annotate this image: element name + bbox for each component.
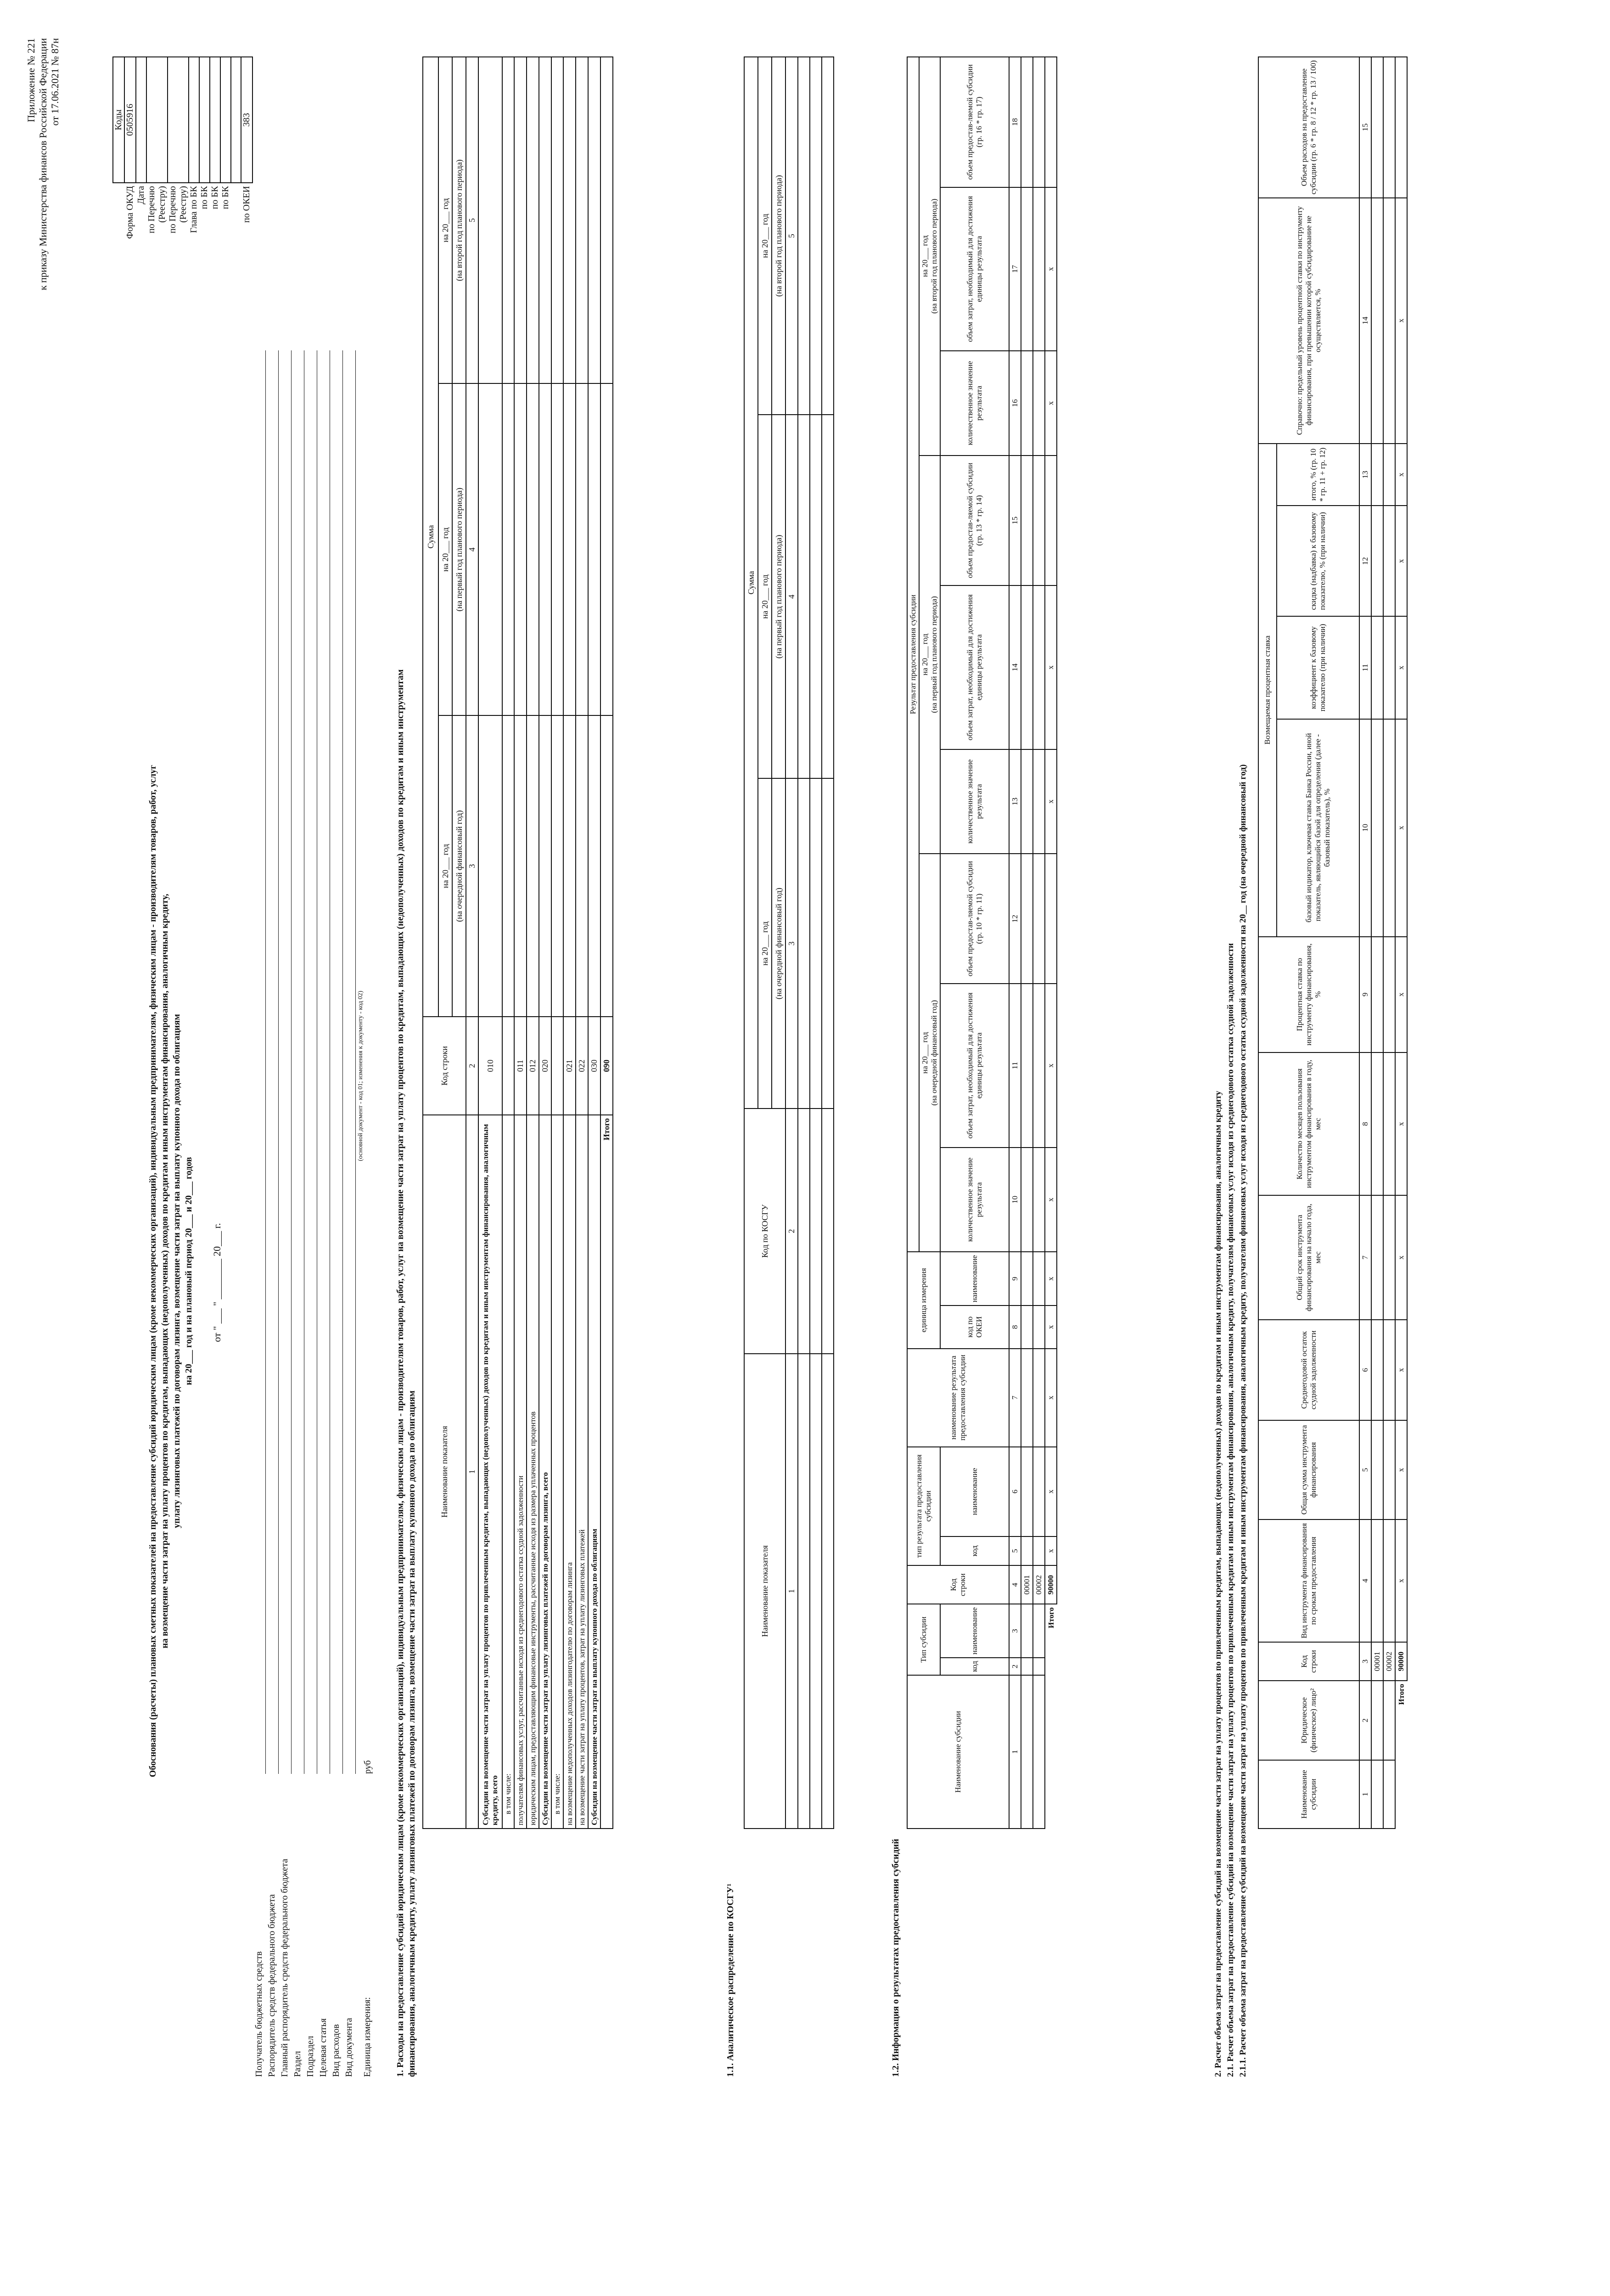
sec2-h-rate: Процентная ставка по инструменту финансирования, % <box>1258 937 1359 1052</box>
sec2-h-comp: Возмещаемая процентная ставка <box>1258 444 1277 937</box>
code-value <box>146 57 168 183</box>
x-cell: x <box>1045 351 1057 456</box>
col-num: 5 <box>1009 1536 1021 1566</box>
row-code: 022 <box>576 1017 588 1115</box>
field-manager: Распорядитель средств федерального бюджета <box>267 1894 277 2077</box>
col-num: 2 <box>785 1109 798 1354</box>
table-row-name: Субсидии на возмещение части затрат на уплату лизинговых платежей по договорам лизинга, всего <box>539 1115 551 1829</box>
sec11-table <box>744 56 834 1829</box>
code-value <box>220 57 231 183</box>
sec1-title <box>395 56 418 2077</box>
field-recipient: Получатель бюджетных средств <box>254 1951 264 2077</box>
total-code: 90000 <box>1395 1642 1407 1681</box>
field-section: Раздел <box>292 2051 303 2077</box>
col-num: 5 <box>785 57 798 415</box>
sec12-h-y2-sub: (на первый год планового периода) <box>930 596 938 713</box>
col-num: 1 <box>466 1115 478 1829</box>
field-chief-manager: Главный распорядитель средств федерального бюджета <box>280 1859 290 2077</box>
sec1-h-y3: на 20___ год <box>438 57 452 383</box>
col-num: 14 <box>1359 198 1371 444</box>
codes-table <box>112 56 253 272</box>
row-code: 012 <box>527 1017 539 1115</box>
doc-type-hint: (основной документ - код 01; изменения к документу - код 02) <box>357 990 364 1161</box>
sec12-h-vol2: объем предостав-ляемой субсидии (гр. 13 * гр. 14) <box>940 456 1009 585</box>
sec12-h-vol1: объем предостав-ляемой субсидии (гр. 10 * гр. 11) <box>940 854 1009 984</box>
sec11-h-y2: на 20___ год <box>758 415 772 778</box>
sec1-h-y1: на 20___ год <box>438 715 452 1017</box>
col-num: 13 <box>1009 749 1021 854</box>
col-num: 1 <box>785 1354 798 1829</box>
sec2-h-name: Наименование субсидии <box>1258 1760 1359 1829</box>
sec12-h-y1-sub: (на очередной финансовый год) <box>930 1000 938 1106</box>
field-unit: Единица измерения: <box>362 1997 372 2077</box>
total-label: Итого <box>1395 1681 1407 1829</box>
sec1-h-y1s: (на очередной финансовый год) <box>452 715 466 1017</box>
x-cell: x <box>1045 984 1057 1148</box>
code-label: по Перечню (Реестру) <box>146 186 167 234</box>
table-row-name: юридическим лицам, предоставляющим финансовые инструменты, рассчитанные исходя из размера уплаченных процентов <box>527 1115 539 1829</box>
sec12-h-type: Тип субсидии <box>907 1604 940 1675</box>
total-code: 90000 <box>1045 1565 1057 1604</box>
x-cell: x <box>1395 719 1407 937</box>
col-num: 11 <box>1009 984 1021 1148</box>
code-value <box>210 57 220 183</box>
document-title <box>147 364 195 2178</box>
sec11-title: 1.1. Аналитическое распределение по КОСГУ¹ <box>725 1883 735 2077</box>
col-num: 15 <box>1359 57 1371 198</box>
col-num: 9 <box>1359 937 1371 1052</box>
code-value <box>199 57 210 183</box>
col-num: 2 <box>1359 1681 1371 1760</box>
table-row-name: на возмещение части затрат на уплату процентов, затрат на уплату лизинговых платежей <box>576 1115 588 1829</box>
row-code: 021 <box>563 1017 576 1115</box>
sec1-h-y2: на 20___ год <box>438 383 452 715</box>
col-num: 8 <box>1009 1306 1021 1349</box>
row-code: 020 <box>539 1017 551 1115</box>
col-num: 10 <box>1009 1148 1021 1252</box>
x-cell: x <box>1395 616 1407 719</box>
appendix-date: от 17.06.2021 № 87н <box>49 38 61 126</box>
sec11-h-kosgu: Код по КОСГУ <box>744 1109 785 1354</box>
sec12-h-typename: наименование <box>940 1604 1009 1658</box>
title-line-2: на возмещение части затрат на уплату процентов по кредитам, выпадающих (недополученных) доходов по кредитам и иным инструментам финансирования, аналогичным кредиту, <box>160 894 170 1649</box>
appendix-number: Приложение № 221 <box>25 38 37 123</box>
field-subsection: Подраздел <box>305 2036 315 2077</box>
x-cell: x <box>1045 1306 1057 1349</box>
sec12-h-unitname: наименование <box>940 1252 1009 1306</box>
x-cell: x <box>1045 1536 1057 1566</box>
col-num: 1 <box>1359 1760 1371 1829</box>
x-cell: x <box>1045 749 1057 854</box>
sec2-h-term: Общий срок инструмента финансирования на начало года, мес <box>1258 1195 1359 1320</box>
table-row-name: в том числе: <box>502 1115 514 1829</box>
x-cell: x <box>1395 1519 1407 1642</box>
x-cell: x <box>1045 1252 1057 1306</box>
sec12-h-typecode: код <box>940 1658 1009 1675</box>
table-row-name: Субсидии на возмещение части затрат на выплату купонного дохода по облигациям <box>588 1115 600 1829</box>
sec12-h-rescode: код <box>940 1536 1009 1566</box>
x-cell: x <box>1395 444 1407 506</box>
code-label: по БК <box>199 186 209 209</box>
col-num: 6 <box>1009 1447 1021 1536</box>
sec12-h-cost2: объем затрат, необходимый для достижения единицы результата <box>940 585 1009 749</box>
row-code: 010 <box>478 1017 502 1115</box>
sec2-h-months: Количество месяцев пользования инструментом финансирования в году, мес <box>1258 1052 1359 1195</box>
sec12-h-restype: тип результата предоставления субсидии <box>907 1447 940 1566</box>
code-value <box>189 57 199 183</box>
code-label: Глава по БК <box>189 186 199 233</box>
sec2-h-row: Код строки <box>1258 1642 1359 1681</box>
row-code <box>551 1017 563 1115</box>
codes-head: Коды <box>113 57 124 183</box>
col-num: 16 <box>1009 351 1021 456</box>
sec1-h-y3s: (на второй год планового периода) <box>452 57 466 383</box>
code-value <box>136 57 146 183</box>
col-num: 5 <box>466 57 478 383</box>
sec12-h-cost1: объем затрат, необходимый для достижения единицы результата <box>940 984 1009 1148</box>
sec11-h-sum: Сумма <box>744 57 758 1109</box>
row-code: 00002 <box>1383 1642 1395 1681</box>
x-cell: x <box>1395 937 1407 1052</box>
row-code: 00002 <box>1033 1565 1045 1604</box>
sec21-title: 2.1. Расчет объема затрат на предоставление субсидий на возмещение части затрат на уплату процентов по привлеченным кредитам и иным инструментам финансирования, аналогичным кредиту, получателям финансовых услуг исходя из среднегодового остатка ссудной задолженности <box>1226 943 1235 2077</box>
row-code: 030 <box>588 1017 600 1115</box>
col-num: 1 <box>1009 1675 1021 1829</box>
x-cell: x <box>1395 1420 1407 1519</box>
title-line-1: Обоснования (расчеты) плановых сметных показателей на предоставление субсидий юридическим лицам (кроме некоммерческих организаций), индивидуальным предпринимателям, физическим лицам - производителям товаров, работ, услуг <box>148 765 158 1778</box>
sec12-h-qty1: количественное значение результата <box>940 1148 1009 1252</box>
sec2-title: 2. Расчет объема затрат на предоставление субсидий на возмещение части затрат на уплату процентов по привлеченным кредитам, выпадающих (недополученных) доходов по кредитам и иным инструментам финансирования, аналогичным кредиту <box>1213 1091 1223 2077</box>
col-num: 3 <box>1009 1604 1021 1658</box>
sec12-h-y2-year: на 20___ год <box>920 633 929 675</box>
sec11-h-y1s: (на очередной финансовый год) <box>772 778 785 1109</box>
sec12-h-y1 <box>919 854 940 1252</box>
sec12-title: 1.2. Информация о результатах предоставления субсидий <box>891 1839 901 2077</box>
title-line-4: на 20___ год и на плановый период 20___ и 20___ годов <box>184 1157 194 1385</box>
total-code: 090 <box>600 1017 613 1115</box>
x-cell: x <box>1395 506 1407 616</box>
col-num: 3 <box>1359 1642 1371 1681</box>
col-num: 14 <box>1009 585 1021 749</box>
sec2-h-disc: скидка (надбавка) к базовому показателю, % (при наличии) <box>1277 506 1359 616</box>
code-value <box>168 57 189 183</box>
sec1-title-2: финансирования, аналогичным кредиту, уплату лизинговых платежей по договорам лизинга, возмещение части затрат на выплату купонного дохода по облигациям <box>407 1390 417 2077</box>
col-num: 10 <box>1359 719 1371 937</box>
total-label: Итого <box>1045 1604 1057 1829</box>
x-cell: x <box>1395 1195 1407 1320</box>
sec1-table <box>422 56 613 1829</box>
x-cell: x <box>1395 1052 1407 1195</box>
sec12-h-result: Результат предоставления субсидии <box>907 57 919 1252</box>
sec12-h-name: Наименование субсидии <box>907 1675 1009 1829</box>
sec12-h-y1-year: на 20___ год <box>920 1032 929 1074</box>
col-num: 4 <box>466 383 478 715</box>
appendix-order: к приказу Министерства финансов Российской Федерации <box>37 38 49 291</box>
col-num: 17 <box>1009 187 1021 351</box>
sec12-h-qty2: количественное значение результата <box>940 749 1009 854</box>
sec12-h-y3-year: на 20___ год <box>920 235 929 277</box>
sec2-h-vol: Объем расходов на предоставление субсидии (гр. 6 * гр. 8 / 12 * гр. 13 / 100) <box>1258 57 1359 198</box>
col-num: 7 <box>1009 1349 1021 1447</box>
sec1-h-name: Наименование показателя <box>423 1115 466 1829</box>
sec12-table <box>907 56 1057 1829</box>
row-code: 00001 <box>1371 1642 1383 1681</box>
sec2-h-itog: итого, % (гр. 10 * гр. 11 + гр. 12) <box>1277 444 1359 506</box>
sec12-h-cost3: объем затрат, необходимый для достижения единицы результата <box>940 187 1009 351</box>
col-num: 15 <box>1009 456 1021 585</box>
x-cell: x <box>1045 1447 1057 1536</box>
code-label <box>231 183 241 272</box>
code-label: по БК <box>210 186 220 209</box>
sec12-h-okei: код по ОКЕИ <box>940 1306 1009 1349</box>
sec12-h-resname: наименование результата предоставления субсидии <box>907 1349 1009 1447</box>
row-code: 00001 <box>1021 1565 1033 1604</box>
sec12-h-y3-sub: (на второй год планового периода) <box>930 198 938 314</box>
total-label: Итого <box>600 1115 613 1829</box>
title-line-3: уплату лизинговых платежей по договорам лизинга, возмещение части затрат на выплату купонного дохода по облигациям <box>172 1014 182 1528</box>
sec1-h-sum: Сумма <box>423 57 438 1017</box>
field-doc-type: Вид документа <box>344 2018 354 2077</box>
col-num: 9 <box>1009 1252 1021 1306</box>
col-num: 2 <box>466 1017 478 1115</box>
col-num: 12 <box>1009 854 1021 984</box>
code-value: 0505916 <box>124 57 136 183</box>
field-expense-type: Вид расходов <box>331 2024 341 2077</box>
x-cell: x <box>1395 1320 1407 1420</box>
sec11-h-y1: на 20___ год <box>758 778 772 1109</box>
col-num: 6 <box>1359 1320 1371 1420</box>
col-num: 4 <box>785 415 798 778</box>
sec2-h-ref: Справочно: предельный уровень процентной ставки по инструменту финансирования, при превышении которой субсидирование не осуществляется, % <box>1258 198 1359 444</box>
code-value: 383 <box>241 57 252 183</box>
col-num: 8 <box>1359 1052 1371 1195</box>
x-cell: x <box>1045 1148 1057 1252</box>
sec2-h-person: Юридическое (физическое) лицо² <box>1258 1681 1359 1760</box>
code-label: Дата <box>136 186 146 204</box>
col-num: 11 <box>1359 616 1371 719</box>
x-cell: x <box>1395 198 1407 444</box>
sec11-h-y2s: (на первый год планового периода) <box>772 415 785 778</box>
sec2-titles <box>1212 56 1249 2077</box>
code-label: по БК <box>220 186 230 209</box>
table-row-name: на возмещение недополученных доходов лизингодателю по договорам лизинга <box>563 1115 576 1829</box>
sec11-h-name: Наименование показателя <box>744 1354 785 1829</box>
sec2-h-total: Общая сумма инструмента финансирования <box>1258 1420 1359 1519</box>
sec12-h-vol3: объем предостав-ляемой субсидии (гр. 16 * гр. 17) <box>940 57 1009 187</box>
code-label: Форма ОКУД <box>125 186 135 239</box>
sec211-title: 2.1.1. Расчет объема затрат на предоставление субсидий на возмещение части затрат на уплату процентов по привлеченным кредитам и иным инструментам финансирования, аналогичным кредиту, получателям финансовых услуг исходя из среднегодового остатка ссудной задолженности на 20__ год (на очередной финансовый год) <box>1238 764 1248 2077</box>
col-num: 4 <box>1009 1565 1021 1604</box>
col-num: 2 <box>1009 1658 1021 1675</box>
sec11-h-y3s: (на второй год планового периода) <box>772 57 785 415</box>
col-num: 7 <box>1359 1195 1371 1320</box>
sec1-h-code: Код строки <box>423 1017 466 1115</box>
row-code: 011 <box>514 1017 527 1115</box>
sec12-h-unit: единица измерения <box>907 1252 940 1348</box>
sec2-table <box>1258 56 1408 1829</box>
x-cell: x <box>1045 1349 1057 1447</box>
code-label: по Перечню (Реестру) <box>168 186 188 234</box>
date-line: от " ___ " ________ 20___ г. <box>211 1223 223 1342</box>
sec1-title-1: 1. Расходы на предоставление субсидий юридическим лицам (кроме некоммерческих организаций), индивидуальным предпринимателям, физическим лицам - производителям товаров, работ, услуг на возмещение части затрат на уплату процентов по кредитам, выпадающих (недополученных) доходов по кредитам и иным инструментам <box>395 669 405 2077</box>
col-num: 18 <box>1009 57 1021 187</box>
col-num: 5 <box>1359 1420 1371 1519</box>
sec12-h-y3 <box>919 57 940 456</box>
sec2-h-base: базовый индикатор, ключевая ставка Банка России, иной показатель, являющийся базой для определения (далее - базовый показатель), % <box>1277 719 1359 937</box>
table-row-name: в том числе: <box>551 1115 563 1829</box>
sec11-h-y3: на 20___ год <box>758 57 772 415</box>
x-cell: x <box>1045 187 1057 351</box>
sec1-h-y2s: (на первый год планового периода) <box>452 383 466 715</box>
sec2-h-avg: Среднегодовой остаток ссудной задолженности <box>1258 1320 1359 1420</box>
sec2-h-coef: коэффициент к базовому показателю (при наличии) <box>1277 616 1359 719</box>
sec12-h-y2 <box>919 456 940 854</box>
code-value <box>231 57 241 183</box>
field-labels <box>252 1756 374 2077</box>
x-cell: x <box>1045 585 1057 749</box>
row-code <box>502 1017 514 1115</box>
unit-value: руб <box>363 1760 373 1774</box>
col-num: 13 <box>1359 444 1371 506</box>
col-num: 3 <box>785 778 798 1109</box>
table-row-name: Субсидии на возмещение части затрат на уплату процентов по привлеченным кредитам, выпадающих (недополученных) доходов по кредитам и иным инструментам финансирования, аналогичным кредиту, всего <box>478 1115 502 1829</box>
col-num: 12 <box>1359 506 1371 616</box>
appendix-header <box>25 38 61 341</box>
col-num: 4 <box>1359 1519 1371 1642</box>
field-target-article: Целевая статья <box>318 2018 328 2077</box>
sec12-h-resname2: наименование <box>940 1447 1009 1536</box>
table-row-name: получателям финансовых услуг, рассчитанные исходя из среднегодового остатка ссудной задолженности <box>514 1115 527 1829</box>
sec12-h-row: Код строки <box>907 1565 1009 1604</box>
code-label: по ОКЕИ <box>241 186 252 223</box>
col-num: 3 <box>466 715 478 1017</box>
sec2-h-instr: Вид инструмента финансирования по срокам предоставления <box>1258 1519 1359 1642</box>
sec12-h-qty3: количественное значение результата <box>940 351 1009 456</box>
